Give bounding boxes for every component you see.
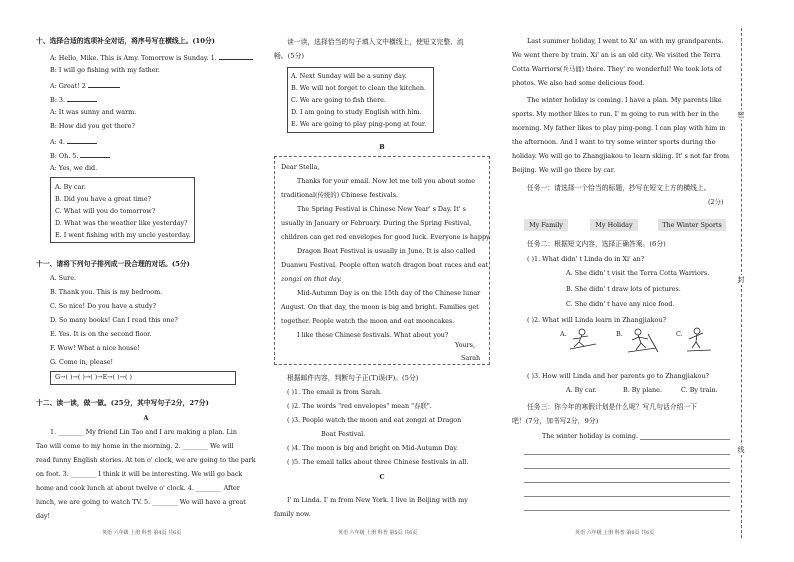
email-signature: Sarah <box>461 354 481 362</box>
tf-item: ( )3. People watch the moon and eat zongzi at Dragon <box>287 416 462 424</box>
dialogue-line: A: It was sunny and warm. <box>50 108 137 116</box>
dialogue-line: A: Great! 2 <box>50 80 120 90</box>
email-line: zongzi on that day. <box>281 275 342 283</box>
email-line: The Spring Festival is Chinese New Year' s Day. It' s <box>297 205 466 213</box>
task-1: 任务一：请选择一个恰当的标题，抄写在短文上方的横线上。 <box>527 184 711 192</box>
writing-line[interactable] <box>524 482 730 483</box>
dialogue-line: B: Oh. 5. <box>50 150 110 160</box>
passage-c-label: C <box>379 473 385 481</box>
email-line: Duanwu Festival. People often watch dragon boat races and eat <box>281 261 489 269</box>
question: ( )2. What will Linda learn in Zhangjiakou? <box>527 316 666 324</box>
passage-line: The winter holiday is coming. I have a plan. My parents like <box>527 96 722 104</box>
email-line: Dragon Boat Festival is usually in June. It is also called <box>297 247 476 255</box>
passage-line: I' m Linda. I' m from New York. I live in Beijing with my <box>287 496 468 504</box>
sentence: G. Come in, please! <box>50 358 114 366</box>
sentence: F. Wow! What a nice house! <box>50 344 140 352</box>
question-option: C. By train. <box>681 386 718 394</box>
email-line: traditional(传统的) Chinese festivals. <box>281 191 399 199</box>
question-option: B. By plane. <box>623 386 662 394</box>
dialogue-line: B: How did you get there? <box>50 122 135 130</box>
picture-option-label: A. <box>560 330 567 338</box>
tf-item: ( )5. The email talks about three Chinese festivals in all. <box>287 458 469 466</box>
email-line: Dear Stella, <box>281 163 320 171</box>
tf-item: ( )2. The words "red envelopes" mean "春联". <box>287 402 432 410</box>
sentence: C. So nice! Do you have a study? <box>50 302 156 310</box>
option: B. Did you have a great time? <box>55 195 152 203</box>
tf-instruction: 根据邮件内容，判断句子正(T)误(F)。(5分) <box>287 374 419 382</box>
page-footer: 英语 六年级 上册 科普 第6页 共6页 <box>575 530 655 536</box>
page-footer: 英语 六年级 上册 科普 第4页 共6页 <box>102 530 182 536</box>
dialogue-line: A: Hello, Mike. This is Amy. Tomorrow is Sunday. 1. <box>50 52 253 62</box>
instruction: 读一读，选择恰当的句子填入文中横线上，使短文完整、流 <box>287 38 464 46</box>
sentence: A. Sure. <box>50 274 77 282</box>
passage-line: day! <box>36 512 51 520</box>
passage-line: We went there by train. Xi' an is an old city. We visited the Terra <box>512 51 721 59</box>
task-3-cont: 吧！(7分，加书写2分，9分) <box>512 417 599 425</box>
passage-line: family now. <box>274 510 311 518</box>
section-10-title: 十、选择合适的选项补全对话，将序号写在横线上。(10分) <box>36 37 216 45</box>
writing-line[interactable] <box>524 510 730 511</box>
task-2: 任务二：根据短文内容，选择正确答案。(6分) <box>527 240 666 248</box>
sentence: B. Thank you. This is my bedroom. <box>50 288 163 296</box>
passage-b-label: B <box>379 143 385 151</box>
dialogue-line: B: 3. <box>50 94 97 104</box>
skiing-picture-a <box>566 327 600 353</box>
passage-line: holiday. We will go to Zhangjiakou to learn skiing. It' s not far from <box>512 152 730 160</box>
passage-line: morning. My father likes to play ping-pong. I can play with him in <box>512 124 726 132</box>
option: E. We are going to play ping-pong at four. <box>291 120 427 128</box>
dialogue-line: A: Yes, we did. <box>50 164 98 172</box>
task-1-score: (2分) <box>708 198 724 206</box>
option: C. What will you do tomorrow? <box>55 207 156 215</box>
writing-line[interactable] <box>524 496 730 497</box>
passage-line: on foot. 3. ________ I think it will be interesting. We will go back <box>36 470 243 478</box>
question-option: A. She didn' t visit the Terra Cotta Warriors. <box>566 269 710 277</box>
email-line: Mid-Autumn Day is on the 15th day of the Chinese lunar <box>297 289 481 297</box>
passage-a-label: A <box>143 414 149 422</box>
option: D. What was the weather like yesterday? <box>55 219 188 227</box>
writing-start: The winter holiday is coming. <box>542 432 638 440</box>
skiing-picture-c <box>683 326 715 354</box>
picture-option-label: C. <box>676 330 683 338</box>
tf-item: ( )4. The moon is big and bright on Mid-Autumn Day. <box>287 444 459 452</box>
passage-line: the afternoon. And I want to try some winter sports during the <box>512 138 716 146</box>
email-line: together. People watch the moon and eat mooncakes. <box>281 317 455 325</box>
title-option-my-family[interactable]: My Family <box>524 219 568 231</box>
section-12-title: 十二、读一读，做一做。(25分，其中写句子2分，27分) <box>36 399 209 407</box>
sentence: E. Yes. It is on the second floor. <box>50 330 152 338</box>
email-line: Thanks for your email. Now let me tell you about some <box>297 177 475 185</box>
email-line: usually in January or February. During the Spring Festival, <box>281 219 472 227</box>
email-line: August. On that day, the moon is big and bright. Families get <box>281 303 479 311</box>
option: C. We are going to fish there. <box>291 96 386 104</box>
passage-line: Tao will come to my home in the morning. 2. ________ We will <box>36 442 234 450</box>
passage-line: Last summer holiday, I went to Xi' an with my grandparents. <box>527 37 724 45</box>
passage-line: photos. We also had some delicious food. <box>512 79 645 87</box>
seal-mark: 线 <box>737 446 745 454</box>
dialogue-line: A: 4. <box>50 136 97 146</box>
question-option: B. She didn' t draw lots of pictures. <box>566 285 681 293</box>
writing-line[interactable] <box>524 454 730 455</box>
passage-line: lunch, we are going to watch TV. 5. ________ We will have a great <box>36 498 246 506</box>
page-footer: 英语 六年级 上册 科普 第5页 共6页 <box>338 530 418 536</box>
option: D. I am going to study English with him. <box>291 108 422 116</box>
writing-line[interactable] <box>524 468 730 469</box>
question: ( )3. How will Linda and her parents go to Zhangjiakou? <box>527 372 709 380</box>
tf-item: ( )1. The email is from Sarah. <box>287 388 383 396</box>
question: ( )1. What didn' t Linda do in Xi' an? <box>527 255 645 263</box>
question-option: A. By car. <box>566 386 597 394</box>
passage-line: read funny English stories. At ten o' clock, we are going to the park <box>36 456 256 464</box>
question-option: C. She didn' t have any nice food. <box>566 300 675 308</box>
passage-line: sports. My mother likes to run. I' m going to run with her in the <box>512 110 719 118</box>
dialogue-line: B: I will go fishing with my father. <box>50 66 160 74</box>
picture-option-label: B. <box>616 330 623 338</box>
passage-line: Beijing. We will go there by car. <box>512 166 616 174</box>
passage-line: 1. ________ My friend Lin Tao and I are making a plan. Lin <box>50 428 237 436</box>
option: E. I went fishing with my uncle yesterday. <box>55 231 191 239</box>
email-line: children can get red envelopes for good luck. Everyone is happy. <box>281 233 491 241</box>
section-11-title: 十一、请将下列句子排列成一段合理的对话。(5分) <box>36 260 190 268</box>
title-option-my-holiday[interactable]: My Holiday <box>590 219 638 231</box>
passage-line: home and cook lunch at about twelve o' clock. 4. ________ After <box>36 484 240 492</box>
title-option-winter-sports[interactable]: The Winter Sports <box>658 219 726 231</box>
tf-item-cont: Boat Festival. <box>321 430 366 438</box>
skiing-picture-b <box>622 326 664 356</box>
order-answer: G→( )→( )→( )→E→( )→( ) <box>55 373 132 381</box>
sentence: D. So many books! Can I read this one? <box>50 316 178 324</box>
task-3: 任务三：你今年的寒假计划是什么呢？写几句话介绍一下 <box>527 403 697 411</box>
option: A. By car. <box>55 183 86 191</box>
email-closing: Yours, <box>455 341 475 349</box>
passage-line: Cotta Warriors(兵马俑) there. They' re wonderful! We took lots of <box>512 65 722 73</box>
option: B. We will not forget to clean the kitchen. <box>291 84 426 92</box>
seal-mark: 封 <box>737 276 745 284</box>
instruction-cont: 畅。(5分) <box>274 52 305 60</box>
email-line: I like these Chinese festivals. What about you? <box>297 331 449 339</box>
option: A. Next Sunday will be a sunny day. <box>291 72 407 80</box>
writing-line[interactable] <box>640 439 730 440</box>
seal-mark: 密 <box>737 111 745 119</box>
